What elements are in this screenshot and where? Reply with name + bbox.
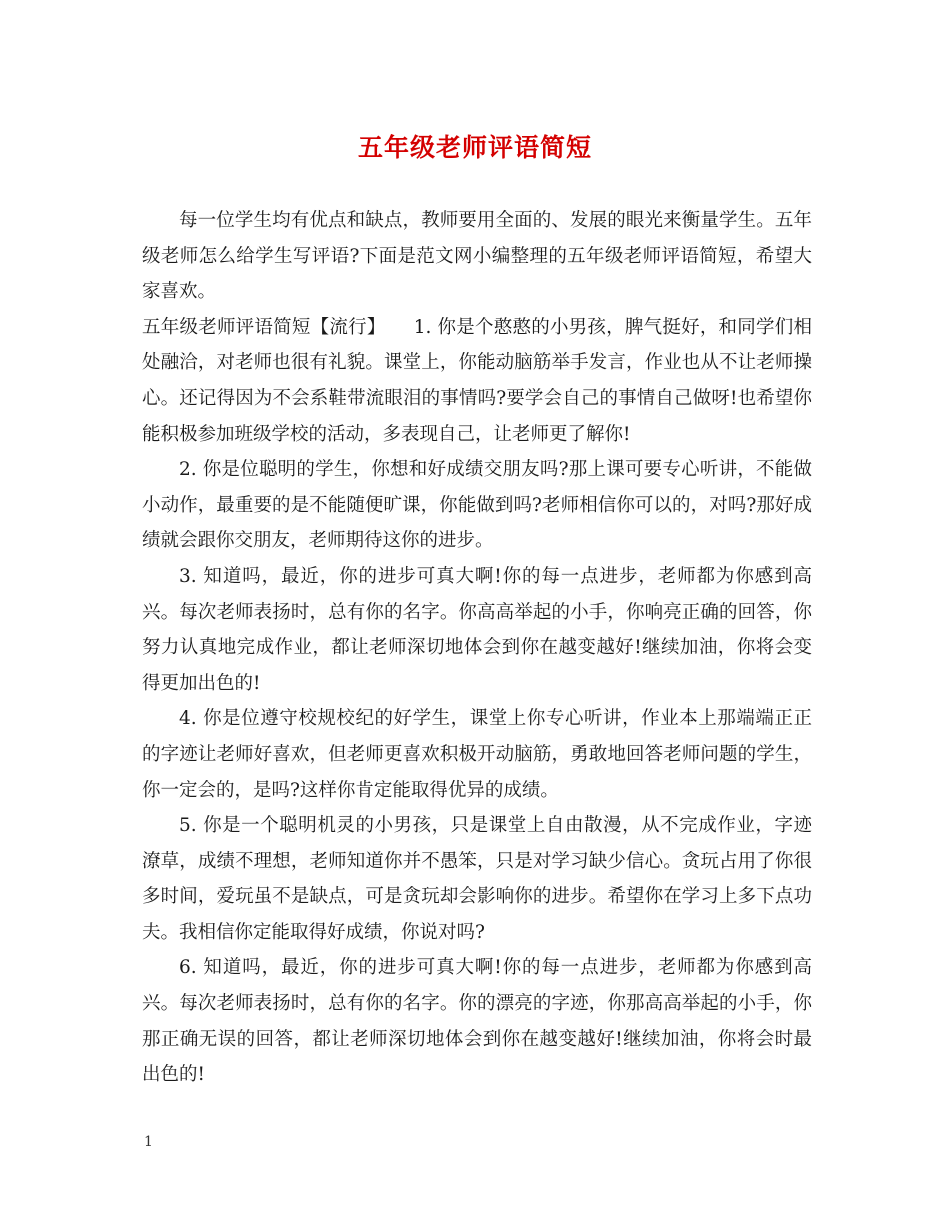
document-title: 五年级老师评语简短 bbox=[357, 133, 592, 162]
comment-paragraph-6: 6. 知道吗，最近，你的进步可真大啊!你的每一点进步，老师都为你感到高兴。每次老师表扬时，总有你的名字。你的漂亮的字迹，你那高高举起的小手，你那正确无误的回答，都让老师深切地体会到你在越变越好!继续加油，你将会时最出色的! bbox=[142, 957, 812, 1086]
comment-paragraph-3: 3. 知道吗，最近，你的进步可真大啊!你的每一点进步，老师都为你感到高兴。每次老师表扬时，总有你的名字。你高高举起的小手，你响亮正确的回答，你努力认真地完成作业，都让老师深切地体会到你在越变越好!继续加油，你将会变得更加出色的! bbox=[142, 565, 812, 694]
page-number: 1 bbox=[144, 1134, 153, 1150]
intro-paragraph: 每一位学生均有优点和缺点，教师要用全面的、发展的眼光来衡量学生。五年级老师怎么给学生写评语?下面是范文网小编整理的五年级老师评语简短，希望大家喜欢。 bbox=[142, 210, 812, 303]
comment-paragraph-5: 5. 你是一个聪明机灵的小男孩，只是课堂上自由散漫，从不完成作业，字迹潦草，成绩不理想，老师知道你并不愚笨，只是对学习缺少信心。贪玩占用了你很多时间，爱玩虽不是缺点，可是贪玩却会影响你的进步。希望你在学习上多下点功夫。我相信你定能取得好成绩，你说对吗? bbox=[142, 815, 812, 943]
comment-paragraph-2: 2. 你是位聪明的学生，你想和好成绩交朋友吗?那上课可要专心听讲，不能做小动作，最重要的是不能随便旷课，你能做到吗?老师相信你可以的，对吗?那好成绩就会跟你交朋友，老师期待这你的进步。 bbox=[142, 459, 812, 552]
comment-paragraph-1: 五年级老师评语简短【流行】 1. 你是个憨憨的小男孩，脾气挺好，和同学们相处融洽，对老师也很有礼貌。课堂上，你能动脑筋举手发言，作业也从不让老师操心。还记得因为不会系鞋带流眼泪的事情吗?要学会自己的事情自己做呀!也希望你能积极参加班级学校的活动，多表现自己，让老师更了解你! bbox=[142, 316, 812, 445]
document-body bbox=[142, 203, 812, 1093]
comment-paragraph-4: 4. 你是位遵守校规校纪的好学生，课堂上你专心听讲，作业本上那端端正正的字迹让老师好喜欢，但老师更喜欢积极开动脑筋，勇敢地回答老师问题的学生，你一定会的，是吗?这样你肯定能取得优异的成绩。 bbox=[142, 708, 812, 801]
